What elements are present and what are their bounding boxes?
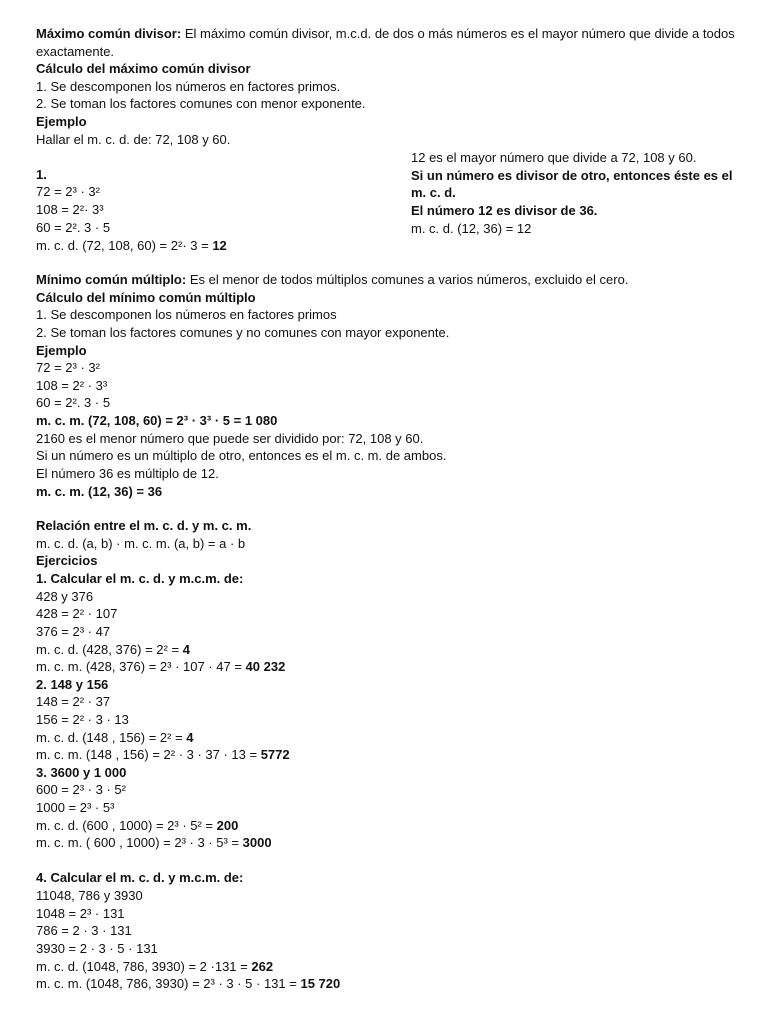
exercise-4-factor-786: 786 = 2 · 3 · 131 (36, 923, 132, 938)
gcd-factor-108: 108 = 2²· 3³ (36, 202, 104, 217)
exercise-4-lcm-value: 15 720 (300, 976, 341, 991)
exercise-4-gcd-value: 262 (251, 959, 274, 974)
exercise-4-factor-1048: 1048 = 2³ · 131 (36, 906, 125, 921)
exercise-4-title: 4. Calcular el m. c. d. y m.c.m. de: (36, 870, 244, 885)
lcm-result (36, 412, 277, 430)
exercise-4-gcd-expression: m. c. d. (1048, 786, 3930) = 2 ·131 = (36, 959, 252, 974)
exercise-2-gcd-value: 4 (186, 730, 194, 745)
exercise-3-gcd-value: 200 (216, 818, 239, 833)
lcm-step-2: 2. Se toman los factores comunes y no comunes con mayor exponente. (36, 325, 450, 340)
exercise-3-lcm-value: 3000 (242, 835, 272, 850)
relation-title: Relación entre el m. c. d. y m. c. m. (36, 518, 252, 533)
exercise-1-lcm-value: 40 232 (245, 659, 286, 674)
lcm-note-3: El número 36 es múltiplo de 12. (36, 466, 219, 481)
exercise-3-factor-1000: 1000 = 2³ · 5³ (36, 800, 115, 815)
exercise-2-lcm (36, 746, 290, 764)
gcd-right-notes (411, 149, 741, 238)
lcm-definition-label: Mínimo común múltiplo: (36, 272, 187, 287)
gcd-item-number: 1. (36, 167, 47, 182)
lcm-result-value: 1 080 (244, 413, 278, 428)
exercise-2-lcm-expression: m. c. m. (148 , 156) = 2² · 3 · 37 · 13 = (36, 747, 261, 762)
exercise-4-factor-3930: 3930 = 2 · 3 · 5 · 131 (36, 941, 158, 956)
exercise-3-lcm (36, 834, 272, 852)
lcm-factor-108: 108 = 2² · 3³ (36, 378, 108, 393)
gcd-result-value: 12 (212, 238, 227, 253)
gcd-example-title: Ejemplo (36, 114, 87, 129)
exercise-1-title: 1. Calcular el m. c. d. y m.c.m. de: (36, 571, 244, 586)
gcd-definition-label: Máximo común divisor: (36, 26, 182, 41)
gcd-calc-title: Cálculo del máximo común divisor (36, 61, 251, 76)
exercise-2-gcd-expression: m. c. d. (148 , 156) = 2² = (36, 730, 187, 745)
relation-formula: m. c. d. (a, b) · m. c. m. (a, b) = a · b (36, 536, 246, 551)
lcm-definition-text: Es el menor de todos múltiplos comunes a varios números, excluido el cero. (186, 272, 629, 287)
gcd-example-text: Hallar el m. c. d. de: 72, 108 y 60. (36, 132, 231, 147)
lcm-result-expression: m. c. m. (72, 108, 60) = 2³ · 3³ · 5 = (36, 413, 245, 428)
exercise-2-title: 2. 148 y 156 (36, 677, 109, 692)
exercise-3-lcm-expression: m. c. m. ( 600 , 1000) = 2³ · 3 · 5³ = (36, 835, 243, 850)
exercise-4-lcm-expression: m. c. m. (1048, 786, 3930) = 2³ · 3 · 5 · 131 = (36, 976, 301, 991)
gcd-definition (36, 25, 736, 60)
exercise-3-factor-600: 600 = 2³ · 3 · 5² (36, 782, 126, 797)
exercise-1-lcm (36, 658, 285, 676)
exercise-2-factor-156: 156 = 2² · 3 · 13 (36, 712, 129, 727)
lcm-factor-72: 72 = 2³ · 3² (36, 360, 100, 375)
exercise-3-title: 3. 3600 y 1 000 (36, 765, 127, 780)
lcm-factor-60: 60 = 2². 3 · 5 (36, 395, 111, 410)
gcd-note-2: Si un número es divisor de otro, entonces éste es el m. c. d. (411, 167, 733, 201)
gcd-definition-text: El máximo común divisor, m.c.d. de dos o más números es el mayor número que divide a todos exactamente. (36, 26, 735, 59)
gcd-note-1: 12 es el mayor número que divide a 72, 108 y 60. (411, 150, 697, 165)
exercise-3-gcd (36, 817, 238, 835)
gcd-factor-60: 60 = 2². 3 · 5 (36, 220, 111, 235)
lcm-note-4: m. c. m. (12, 36) = 36 (36, 484, 163, 499)
gcd-step-1: 1. Se descomponen los números en factores primos. (36, 79, 341, 94)
exercise-1-gcd-expression: m. c. d. (428, 376) = 2² = (36, 642, 183, 657)
exercise-1-numbers: 428 y 376 (36, 589, 94, 604)
exercise-2-gcd (36, 729, 194, 747)
exercises-title: Ejercicios (36, 553, 98, 568)
exercise-3-gcd-expression: m. c. d. (600 , 1000) = 2³ · 5² = (36, 818, 217, 833)
gcd-factor-72: 72 = 2³ · 3² (36, 184, 100, 199)
exercise-2-factor-148: 148 = 2² · 37 (36, 694, 111, 709)
lcm-calc-title: Cálculo del mínimo común múltiplo (36, 290, 256, 305)
lcm-example-title: Ejemplo (36, 343, 87, 358)
lcm-step-1: 1. Se descomponen los números en factores primos (36, 307, 337, 322)
exercise-2-lcm-value: 5772 (260, 747, 290, 762)
gcd-note-4: m. c. d. (12, 36) = 12 (411, 220, 532, 236)
lcm-definition (36, 271, 628, 289)
lcm-note-1: 2160 es el menor número que puede ser dividido por: 72, 108 y 60. (36, 431, 424, 446)
lcm-note-2: Si un número es un múltiplo de otro, entonces es el m. c. m. de ambos. (36, 448, 447, 463)
exercise-4-gcd (36, 958, 273, 976)
exercise-1-lcm-expression: m. c. m. (428, 376) = 2³ · 107 · 47 = (36, 659, 246, 674)
exercise-4-numbers: 11048, 786 y 3930 (36, 888, 143, 903)
exercise-1-gcd-value: 4 (182, 642, 190, 657)
exercise-1-gcd (36, 641, 190, 659)
exercise-1-factor-428: 428 = 2² · 107 (36, 606, 118, 621)
gcd-result (36, 237, 227, 255)
gcd-result-expression: m. c. d. (72, 108, 60) = 2²· 3 = (36, 238, 213, 253)
exercise-4-lcm (36, 975, 340, 993)
gcd-step-2: 2. Se toman los factores comunes con menor exponente. (36, 96, 366, 111)
exercise-1-factor-376: 376 = 2³ · 47 (36, 624, 111, 639)
gcd-note-3: El número 12 es divisor de 36. (411, 203, 598, 219)
